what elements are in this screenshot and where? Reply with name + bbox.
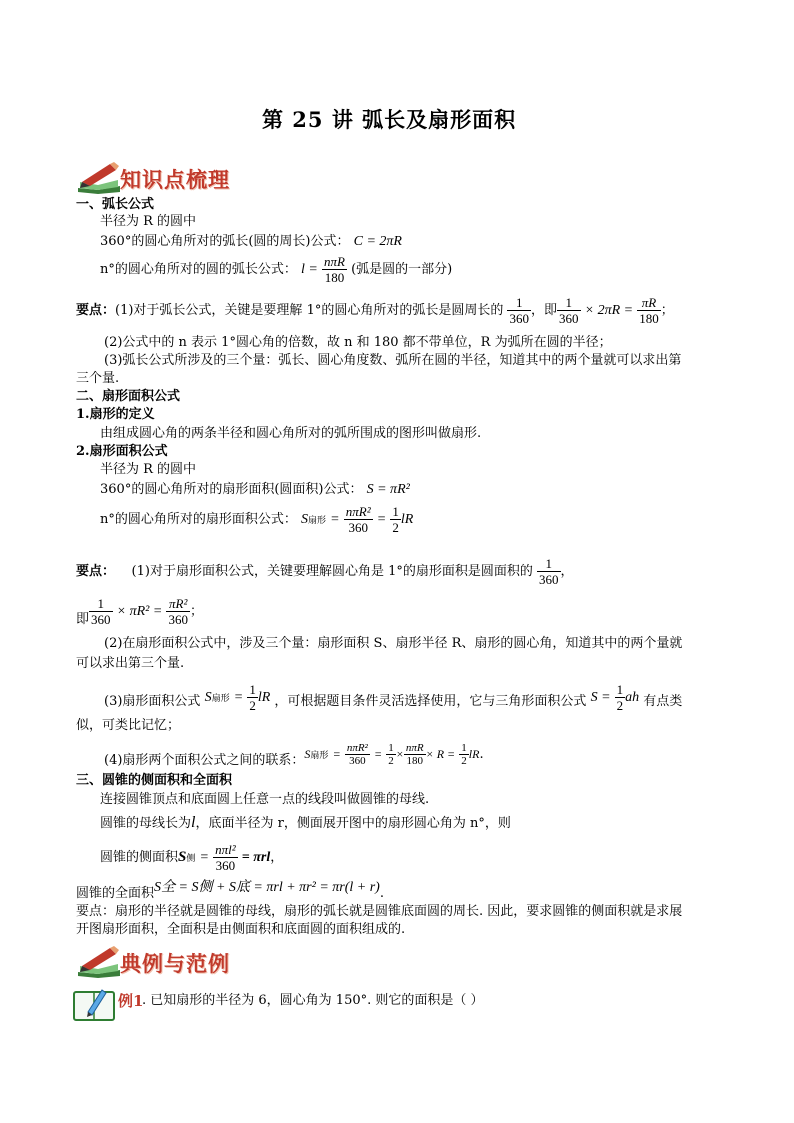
- s1-line3-end: (弧是圆的一部分): [351, 262, 453, 277]
- triangle-formula: [591, 682, 640, 713]
- numerator: nπR²: [345, 504, 371, 519]
- equals: =: [199, 850, 209, 865]
- denominator: 2: [616, 698, 624, 713]
- s2-point4: [104, 742, 484, 767]
- fraction-nPil2-360: [213, 842, 238, 873]
- lR: lR: [400, 512, 414, 527]
- fraction-nPiR-180: [404, 742, 426, 767]
- circumference-formula: C = 2πR: [353, 234, 402, 249]
- period: .: [379, 886, 384, 901]
- s3-line4: [76, 880, 384, 901]
- denominator: 360: [559, 311, 579, 326]
- arc-formula-l: l =: [301, 262, 318, 277]
- comma: ，: [560, 564, 574, 579]
- denominator: 2: [388, 755, 394, 767]
- section2-heading: 二、扇形面积公式: [76, 389, 181, 404]
- s2-point2: (2)在扇形面积公式中，涉及三个量：扇形面积 S、扇形半径 R、扇形的圆心角，知道其中的两个量就: [104, 636, 683, 651]
- fraction-1-360: [507, 295, 531, 326]
- s2-sub1: 1.扇形的定义: [76, 407, 155, 422]
- fraction-piR-180: [637, 295, 661, 326]
- period: .: [479, 747, 484, 762]
- open-book-pen-icon: [72, 986, 116, 1022]
- s1-line1: 半径为 R 的圆中: [100, 214, 197, 229]
- numerator: 1: [388, 742, 394, 754]
- s2-point1-cont: [76, 596, 203, 627]
- numerator: 1: [392, 504, 399, 519]
- banner-text: 知识点梳理: [120, 168, 230, 192]
- denominator: 180: [639, 311, 659, 326]
- fraction-half: [390, 504, 401, 535]
- lR: lR: [468, 747, 480, 761]
- fraction-piR2-360: [166, 596, 190, 627]
- s1-point1-mid: ，即: [530, 303, 557, 318]
- times: ×: [395, 747, 404, 761]
- numerator: nπR: [324, 254, 345, 269]
- s1-line3: [100, 254, 452, 285]
- s2-point1-math: × πR² =: [116, 604, 163, 619]
- s2-point1-text: (1)对于扇形面积公式，关键要理解圆心角是 1°的扇形面积是圆面积的: [131, 564, 533, 579]
- pencil-book-icon: [76, 946, 122, 978]
- ji: 即: [76, 612, 90, 627]
- fraction-1-360: [537, 556, 561, 587]
- section1-heading: 一、弧长公式: [76, 197, 155, 212]
- numerator: 1: [461, 742, 467, 754]
- s3-line4-text: 圆锥的全面积: [76, 886, 155, 901]
- semicolon: ；: [189, 604, 203, 619]
- s3-point-text: 要点：扇形的半径就是圆锥的母线，扇形的弧长就是圆锥底面圆的周长. 因此，要求圆锥的侧面积就是求展: [76, 904, 683, 919]
- fraction-half: [615, 682, 626, 713]
- lR: lR: [257, 690, 271, 705]
- denominator: 180: [324, 270, 345, 285]
- equals: =: [330, 512, 340, 527]
- point-label: 要点：: [76, 303, 116, 318]
- s2-line1: 半径为 R 的圆中: [100, 462, 197, 477]
- s2-sub2: 2.扇形面积公式: [76, 444, 168, 459]
- total-area-formula: S全 = S侧 + S底 = πrl + πr² = πr(l + r): [154, 880, 380, 895]
- s2-point3-mid: ，可根据题目条件灵活选择使用，它与三角形面积公式: [274, 694, 587, 709]
- s1-point1-math: × 2πR =: [584, 303, 634, 318]
- s1-point3: (3)弧长公式所涉及的三个量：弧长、圆心角度数、弧所在圆的半径，知道其中的两个量就可以求出第: [104, 353, 682, 368]
- denominator: 360: [509, 311, 529, 326]
- s2-point1: [76, 556, 574, 587]
- s2-point4-text: (4)扇形两个面积公式之间的联系：: [104, 753, 305, 768]
- circle-area-formula: S = πR²: [366, 482, 410, 497]
- sector-symbol: S: [301, 512, 309, 527]
- page-title: 第 25 讲 弧长及扇形面积: [262, 107, 517, 132]
- s2-def: 由组成圆心角的两条半径和圆心角所对的弧所围成的图形叫做扇形.: [100, 426, 482, 441]
- equals: =: [374, 747, 383, 761]
- fraction-nPiR2-360: [345, 742, 370, 767]
- sector-sub: 扇形: [308, 516, 327, 526]
- section-banner-examples: [76, 946, 276, 980]
- s2-point3-end: 有点类: [643, 694, 683, 709]
- s3-line1: 连接圆锥顶点和底面圆上任意一点的线段叫做圆锥的母线.: [100, 792, 430, 807]
- denominator: 2: [249, 698, 256, 713]
- s2-point3: [104, 682, 682, 718]
- s3-line2-rest: ，底面半径为 r，侧面展开图中的扇形圆心角为 n°，则: [195, 816, 511, 831]
- numerator: πR²: [166, 596, 190, 612]
- numerator: nπR: [405, 742, 424, 754]
- fraction-half: [459, 742, 469, 767]
- s3-line2-text: 圆锥的母线长为: [100, 816, 192, 831]
- s1-point1: [76, 295, 674, 326]
- equals: =: [233, 690, 244, 705]
- s2-line2: [100, 482, 410, 498]
- numerator: 1: [537, 556, 561, 572]
- s2-line3: [100, 504, 413, 535]
- sector-sub: 扇形: [211, 694, 230, 704]
- s1-point1-text: (1)对于弧长公式，关键是要理解 1°的圆心角所对的弧长是圆周长的: [115, 303, 504, 318]
- denominator: 360: [91, 612, 111, 627]
- s1-line2-text: 360°的圆心角所对的弧长(圆的周长)公式：: [100, 234, 350, 249]
- example1-label: 例1: [118, 992, 144, 1010]
- sector-sub: 扇形: [310, 751, 329, 761]
- numerator: 1: [557, 295, 581, 311]
- denominator: 360: [349, 755, 366, 767]
- s2-point3-text: (3)扇形面积公式: [104, 694, 201, 709]
- S-eq: S =: [590, 690, 611, 705]
- s2-line2-text: 360°的圆心角所对的扇形面积(圆面积)公式：: [100, 482, 363, 497]
- sector-symbol: S: [204, 690, 212, 705]
- equals: =: [332, 747, 341, 761]
- ah: ah: [625, 690, 640, 705]
- s1-line3-text: n°的圆心角所对的圆的弧长公式：: [100, 262, 297, 277]
- denominator: 180: [406, 755, 423, 767]
- denominator: 360: [539, 572, 559, 587]
- numerator: πR: [637, 295, 661, 311]
- numerator: nπl²: [215, 842, 236, 857]
- section-banner-knowledge: [76, 160, 256, 194]
- s2-line3-text: n°的圆心角所对的扇形面积公式：: [100, 512, 297, 527]
- s1-point2: (2)公式中的 n 表示 1°圆心角的倍数，故 n 和 180 都不带单位，R 为弧所在圆的半径；: [104, 335, 612, 350]
- times-R: × R =: [425, 747, 456, 761]
- slant-l: l: [191, 814, 196, 831]
- side-sub: 侧: [186, 854, 196, 864]
- example1-text: . 已知扇形的半径为 6，圆心角为 150°. 则它的面积是（ ）: [142, 993, 484, 1008]
- numerator: 1: [507, 295, 531, 311]
- s1-point1-end: ；: [660, 303, 674, 318]
- comma: ，: [270, 850, 284, 865]
- pencil-book-icon: [76, 162, 122, 194]
- denominator: 360: [348, 520, 368, 535]
- equals: =: [376, 512, 387, 527]
- arc-fraction: [322, 254, 347, 285]
- denominator: 360: [168, 612, 188, 627]
- sector-symbol: S: [304, 747, 311, 761]
- s3-line2: [100, 815, 511, 832]
- banner-text: 典例与范例: [120, 952, 230, 976]
- s2-point3-cont: 似，可类比记忆；: [76, 718, 181, 733]
- fraction-half: [386, 742, 396, 767]
- s3-line3: [100, 842, 283, 873]
- fraction-1-360-b: [557, 295, 581, 326]
- numerator: 1: [616, 682, 624, 697]
- s3-point-cont: 开图扇形面积，全面积是由侧面积和底面圆的面积组成的.: [76, 922, 406, 937]
- denominator: 360: [215, 858, 236, 873]
- fraction-1-360: [89, 596, 113, 627]
- s3-point: [76, 904, 682, 920]
- sector-formula-lR: [205, 682, 271, 713]
- s2-point2-cont: 可以求出第三个量.: [76, 656, 185, 671]
- numerator: nπR²: [346, 742, 368, 754]
- numerator: 1: [249, 682, 256, 697]
- fraction-nPiR2-360: [344, 504, 373, 535]
- denominator: 2: [392, 520, 399, 535]
- point-label: 要点：: [76, 564, 116, 579]
- s3-line3-text: 圆锥的侧面积: [100, 850, 179, 865]
- fraction-half: [247, 682, 258, 713]
- numerator: 1: [89, 596, 113, 612]
- section3-heading: 三、圆锥的侧面积和全面积: [76, 773, 233, 788]
- s1-point3-cont: 三个量.: [76, 371, 120, 386]
- denominator: 2: [461, 755, 467, 767]
- pi-rl: = πrl: [241, 850, 271, 865]
- S-side: S: [178, 849, 187, 865]
- s1-line2: [100, 234, 402, 250]
